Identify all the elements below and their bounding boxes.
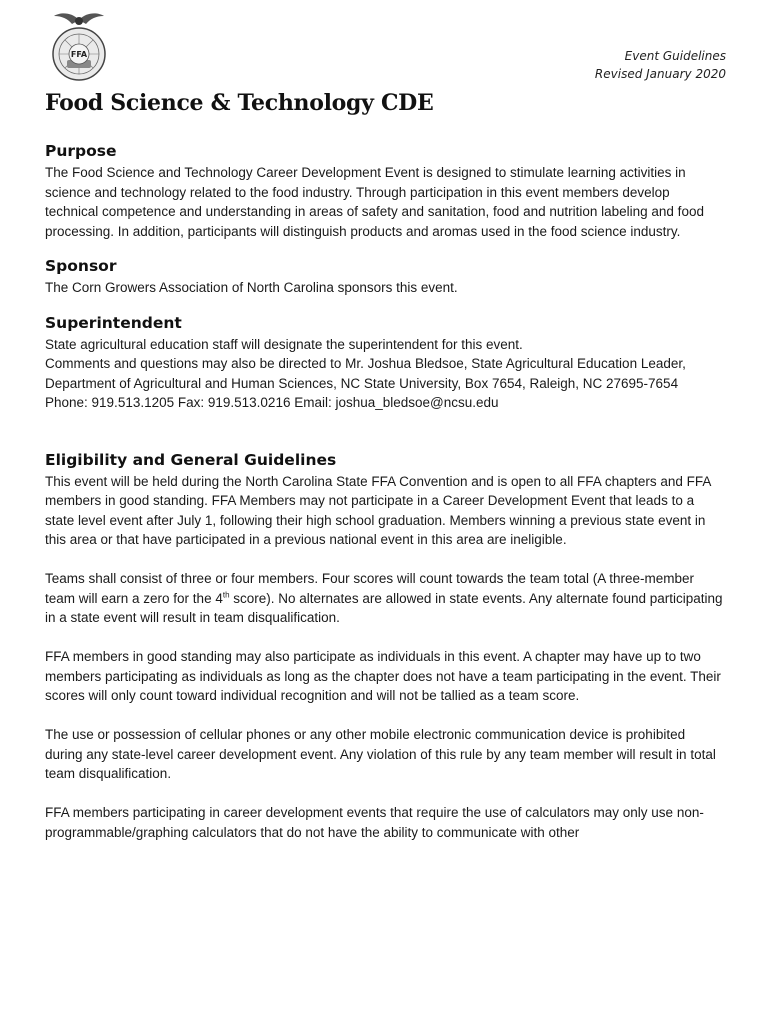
document-body xyxy=(45,140,725,856)
superintendent-contact-address: Comments and questions may also be directed to Mr. Joshua Bledsoe, State Agricultural Education Leader, Department of Agricultural and Human Sciences, NC State University, Box 7654, Raleigh, NC 27695-7654 xyxy=(45,356,686,391)
page-title: Food Science & Technology CDE xyxy=(45,90,434,116)
sponsor-text: The Corn Growers Association of North Carolina sponsors this event. xyxy=(45,280,458,295)
logo-text: FFA xyxy=(70,50,88,59)
sponsor-section xyxy=(45,255,725,298)
purpose-section xyxy=(45,140,725,241)
eligibility-heading: Eligibility and General Guidelines xyxy=(45,450,337,469)
eligibility-paragraph-2 xyxy=(45,569,725,628)
purpose-text: The Food Science and Technology Career Development Event is designed to stimulate learning activities in science and technology related to the food industry. Through participation in this event members develop technical competence and understanding in areas of safety and sanitation, food and nutrition labeling and food processing. In addition, participants will distinguish products and aromas used in the food science industry. xyxy=(45,165,704,239)
team-size-text-b: score). No alternates are allowed in state events. Any alternate found participating in a state event will result in team disqualification. xyxy=(45,590,723,625)
superintendent-contact-phone-email: Phone: 919.513.1205 Fax: 919.513.0216 Email: joshua_bledsoe@ncsu.edu xyxy=(45,395,499,410)
eligibility-paragraph-3: FFA members in good standing may also participate as individuals in this event. A chapter may have up to two members participating as individuals as long as the chapter does not have a team participating in the event. Their scores will only count toward individual recognition and will not be tallied as a team score. xyxy=(45,649,721,703)
eligibility-paragraph-4: The use or possession of cellular phones or any other mobile electronic communication device is prohibited during any state-level career development event. Any violation of this rule by any team member will result in total team disqualification. xyxy=(45,727,716,781)
event-guidelines-label: Event Guidelines xyxy=(624,49,726,63)
ordinal-suffix: th xyxy=(222,590,230,599)
superintendent-heading: Superintendent xyxy=(45,313,182,332)
header-meta xyxy=(595,47,726,83)
team-size-text-a: Teams shall consist of three or four members. Four scores will count towards the team total (A three-member team will earn a zero for the 4 xyxy=(45,571,695,606)
purpose-heading: Purpose xyxy=(45,142,117,160)
ffa-emblem-icon xyxy=(50,10,108,84)
sponsor-heading: Sponsor xyxy=(45,257,117,275)
eligibility-paragraph-1: This event will be held during the North Carolina State FFA Convention and is open to all FFA chapters and FFA members in good standing. FFA Members may not participate in a Career Development Event that leads to a state level event after July 1, following their high school graduation. Members winning a previous state event in this area or that have participated in a previous national event in this area are ineligible. xyxy=(45,473,711,547)
superintendent-section xyxy=(45,312,725,413)
superintendent-designation: State agricultural education staff will designate the superintendent for this event. xyxy=(45,336,523,352)
revision-date: Revised January 2020 xyxy=(594,67,726,81)
eligibility-paragraph-5: FFA members participating in career development events that require the use of calculators may only use non-programmable/graphing calculators that do not have the ability to communicate with other xyxy=(45,805,704,840)
eligibility-section xyxy=(45,449,725,843)
